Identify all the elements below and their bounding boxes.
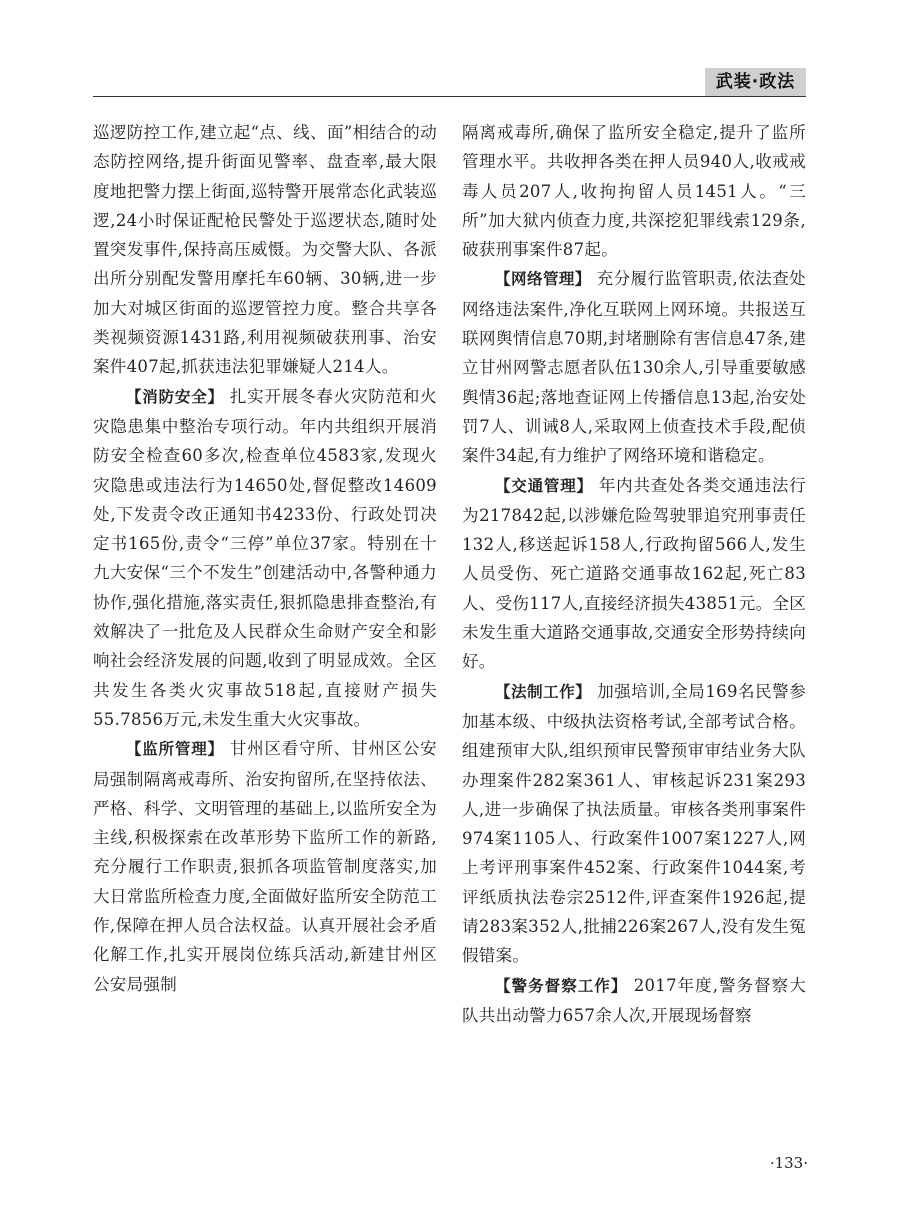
paragraph-fire-safety [93,382,437,735]
left-column [93,118,437,999]
paragraph-traffic-management [462,471,806,677]
paragraph-patrol-continued: 巡逻防控工作,建立起“点、线、面”相结合的动态防控网络,提升街面见警率、盘查率,最大限度地把警力摆上街面,巡特警开展常态化武装巡逻,24小时保证配枪民警处于巡逻状态,随时处置突发事件,保持高压威慑。为交警大队、各派出所分别配发警用摩托车60辆、30辆,进一步加大对城区街面的巡逻管控力度。整合共享各类视频资源1431路,利用视频破获刑事、治安案件407起,抓获违法犯罪嫌疑人214人。 [93,123,437,377]
body-police-supervision: 2017年度,警务督察大队共出动警力657余人次,开展现场督察 [462,975,807,1025]
heading-police-supervision: 【警务督察工作】 [495,976,628,995]
body-detention-management: 甘州区看守所、甘州区公安局强制隔离戒毒所、治安拘留所,在坚持依法、严格、科学、文明管理的基础上,以监所安全为主线,积极探索在改革形势下监所工作的新路,充分履行工作职责,狠抓各项监管制度落实,加大日常监所检查力度,全面做好监所安全防范工作,保障在押人员合法权益。认真开展社会矛盾化解工作,扎实开展岗位练兵活动,新建甘州区公安局强制 [93,739,437,994]
body-traffic-management: 年内共查处各类交通违法行为217842起,以涉嫌危险驾驶罪追究刑事责任132人,移送起诉158人,行政拘留566人,发生人员受伤、死亡道路交通事故162起,死亡83人、受伤117人,直接经济损失43851元。全区未发生重大道路交通事故,交通安全形势持续向好。 [462,475,806,672]
section-tab: 武装·政法 [705,68,806,96]
heading-traffic-management: 【交通管理】 [495,476,593,495]
paragraph-legal-work [462,677,806,971]
paragraph-network-management [462,264,806,470]
right-column [462,118,806,1030]
paragraph-detention-management [93,734,437,999]
body-fire-safety: 扎实开展冬春火灾防范和火灾隐患集中整治专项行动。年内共组织开展消防安全检查60多次,检查单位4583家,发现火灾隐患或违法行为14650处,督促整改14609处,下发责令改正通知书4233份、行政处罚决定书165份,责令“三停”单位37家。特别在十九大安保“三个不发生”创建活动中,各警种通力协作,强化措施,落实责任,狠抓隐患排查整治,有效解决了一批危及人民群众生命财产安全和影响社会经济发展的问题,收到了明显成效。全区共发生各类火灾事故518起,直接财产损失55.7856万元,未发生重大火灾事故。 [93,386,437,729]
heading-detention-management: 【监所管理】 [126,740,224,759]
header-rule [93,96,806,97]
body-network-management: 充分履行监管职责,依法查处网络违法案件,净化互联网上网环境。共报送互联网舆情信息70期,封堵删除有害信息47条,建立甘州网警志愿者队伍130余人,引导重要敏感舆情36起;落地查证网上传播信息13起,治安处罚7人、训诫8人,采取网上侦查技术手段,配侦案件34起,有力维护了网络环境和谐稳定。 [462,269,806,466]
heading-legal-work: 【法制工作】 [495,682,592,701]
page-number: ·133· [769,1154,808,1172]
body-legal-work: 加强培训,全局169名民警参加基本级、中级执法资格考试,全部考试合格。组建预审大队,组织预审民警预审审结业务大队办理案件282案361人、审核起诉231案293人,进一步确保了执法质量。审核各类刑事案件974案1105人、行政案件1007案1227人,网上考评刑事案件452案、行政案件1044案,考评纸质执法卷宗2512件,评查案件1926起,提请283案352人,批捕226案267人,没有发生冤假错案。 [462,681,806,966]
paragraph-police-supervision [462,971,806,1031]
heading-network-management: 【网络管理】 [495,270,591,289]
heading-fire-safety: 【消防安全】 [126,387,224,406]
paragraph-detention-continued: 隔离戒毒所,确保了监所安全稳定,提升了监所管理水平。共收押各类在押人员940人,收戒戒毒人员207人,收拘拘留人员1451人。“三所”加大狱内侦查力度,共深挖犯罪线索129条,破获刑事案件87起。 [462,123,806,260]
